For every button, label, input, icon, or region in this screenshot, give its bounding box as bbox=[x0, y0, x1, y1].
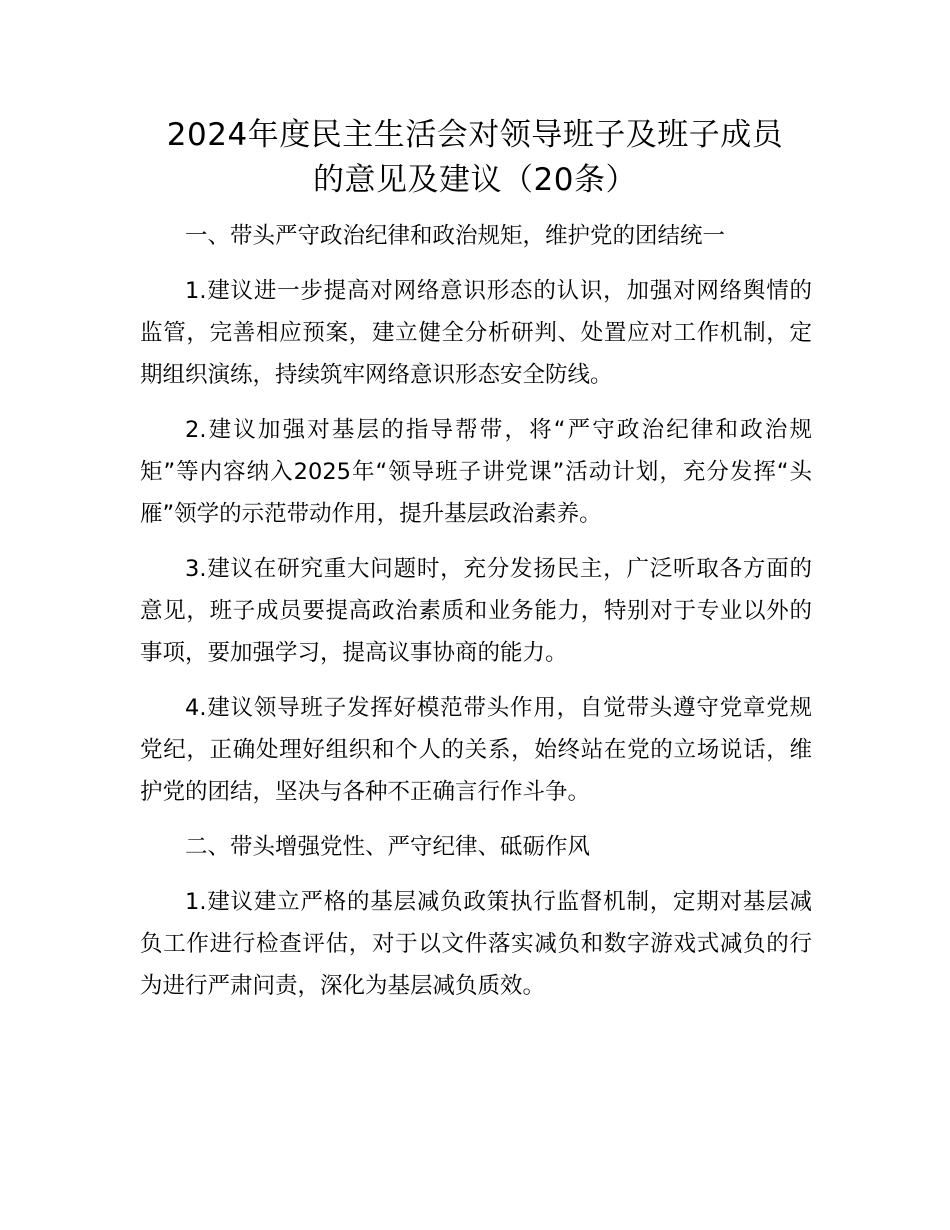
paragraph-1-3: 3.建议在研究重大问题时，充分发扬民主，广泛听取各方面的意见，班子成员要提高政治素质和业务能力，特别对于专业以外的事项，要加强学习，提高议事协商的能力。 bbox=[140, 556, 812, 666]
paragraph-2-1: 1.建议建立严格的基层减负政策执行监督机制，定期对基层减负工作进行检查评估，对于以文件落实减负和数字游戏式减负的行为进行严肃问责，深化为基层减负质效。 bbox=[140, 889, 812, 999]
section-heading-1: 一、带头严守政治纪律和政治规矩，维护党的团结统一 bbox=[185, 223, 726, 249]
document-title bbox=[140, 113, 810, 203]
paragraph-1-2: 2.建议加强对基层的指导帮带，将“严守政治纪律和政治规矩”等内容纳入2025年“领导班子讲党课”活动计划，充分发挥“头雁”领学的示范带动作用，提升基层政治素养。 bbox=[140, 417, 812, 527]
section-heading-2: 二、带头增强党性、严守纪律、砥砺作风 bbox=[185, 834, 591, 860]
paragraph-1-1: 1.建议进一步提高对网络意识形态的认识，加强对网络舆情的监管，完善相应预案，建立健全分析研判、处置应对工作机制，定期组织演练，持续筑牢网络意识形态安全防线。 bbox=[140, 278, 812, 388]
document-body bbox=[140, 215, 812, 1020]
paragraph-1-4: 4.建议领导班子发挥好模范带头作用，自觉带头遵守党章党规党纪，正确处理好组织和个人的关系，始终站在党的立场说话，维护党的团结，坚决与各种不正确言行作斗争。 bbox=[140, 695, 812, 805]
title-line-1: 2024年度民主生活会对领导班子及班子成员 bbox=[166, 117, 784, 153]
title-line-2: 的意见及建议（20条） bbox=[313, 162, 637, 198]
